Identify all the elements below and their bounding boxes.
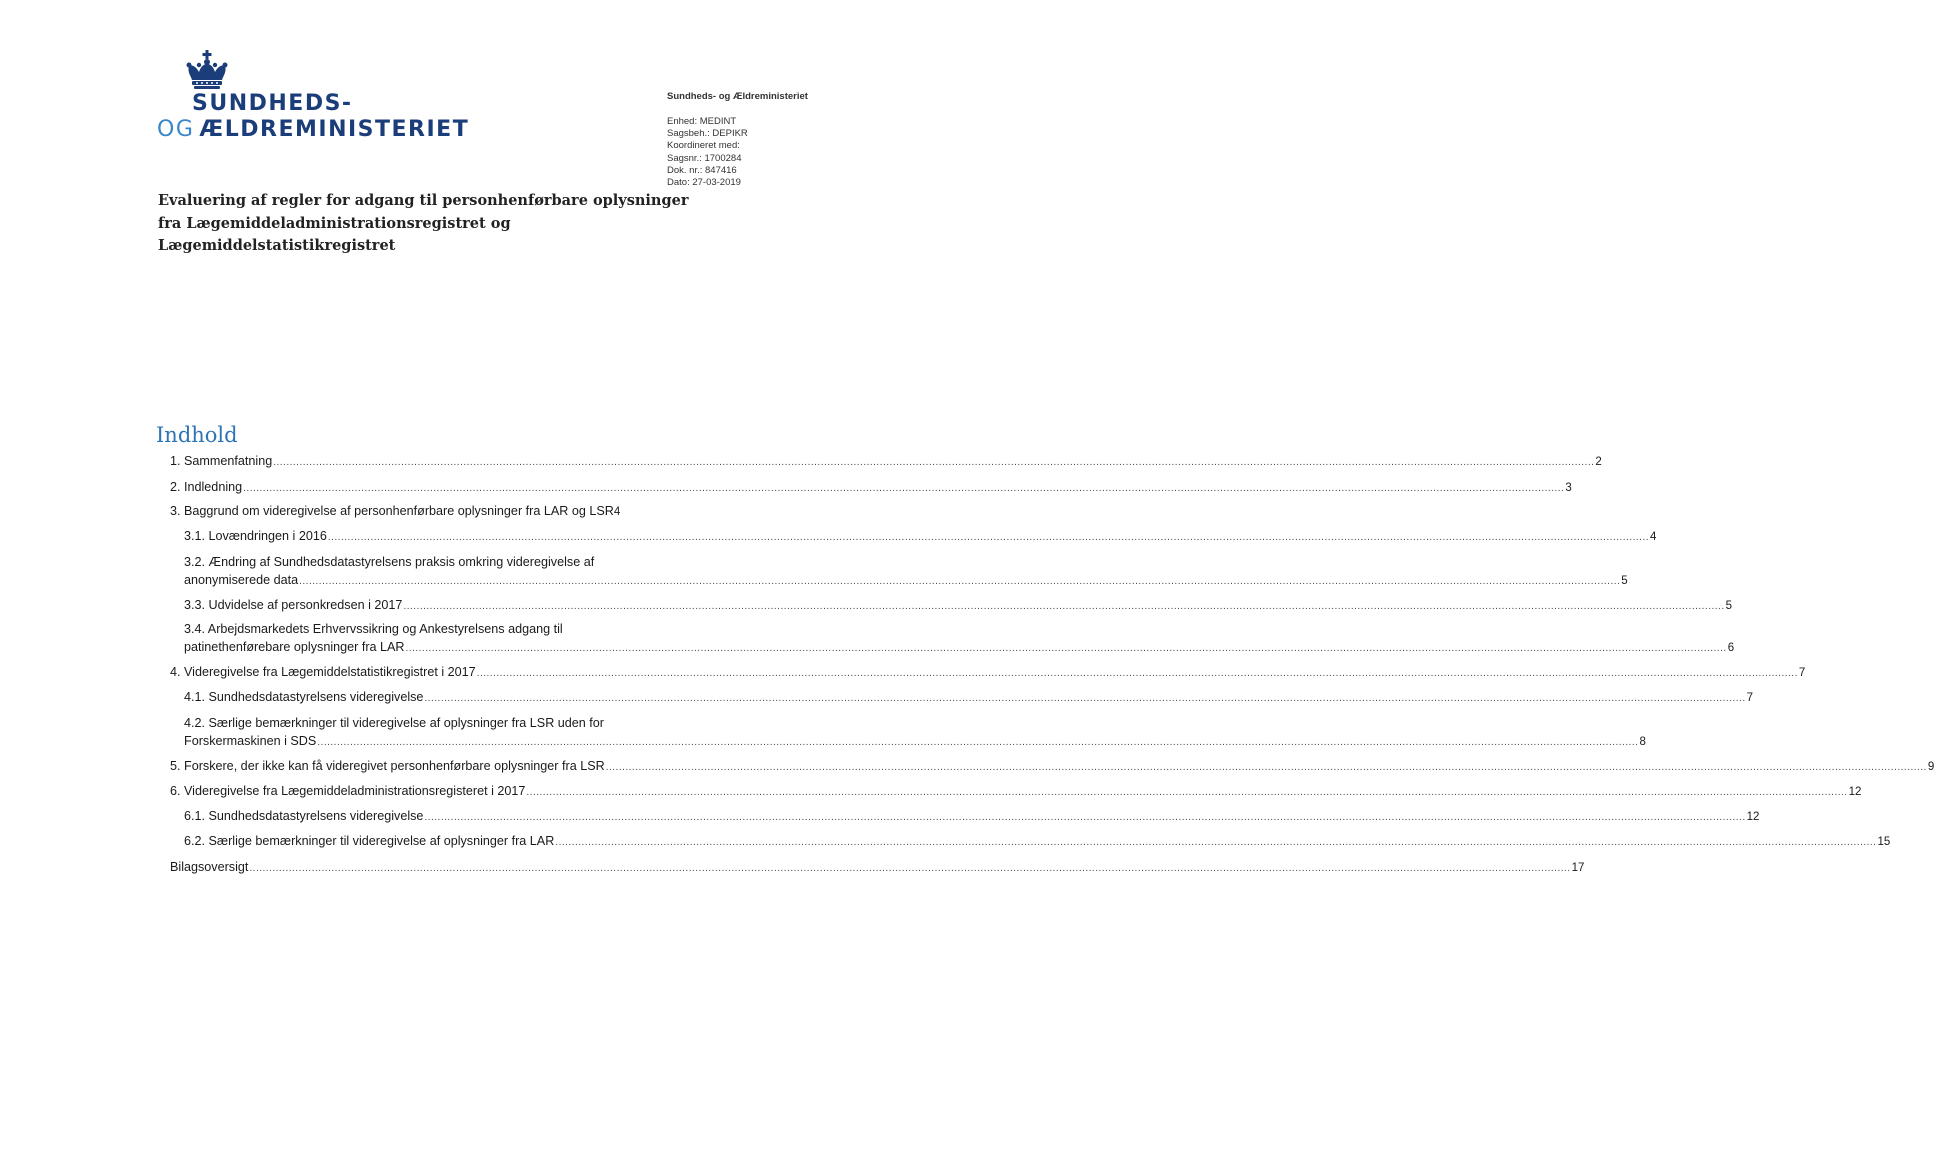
toc-page-number: 9 [1927, 761, 1934, 773]
title-line-3: Lægemiddelstatistikregistret [158, 237, 396, 254]
toc-entry-text: 5. Forskere, der ikke kan få videregivet personhenførbare oplysninger fra LSR [170, 759, 605, 773]
toc-entry[interactable] [184, 553, 1628, 591]
toc-leader-dots [243, 480, 1564, 498]
toc-page-number: 3 [1565, 482, 1572, 494]
meta-case-number: Sagsnr.: 1700284 [667, 152, 742, 164]
toc-entry[interactable] [184, 714, 1646, 752]
ministry-name: Sundheds- og Ældreministeriet [667, 91, 808, 102]
toc-entry-text: Forskermaskinen i SDS [184, 734, 317, 748]
toc-entry[interactable] [170, 663, 1806, 683]
toc-leader-dots [317, 734, 1638, 752]
toc-page-number: 2 [1595, 456, 1602, 468]
toc-entry-text: 3.1. Lovændringen i 2016 [184, 529, 327, 543]
toc-leader-dots [273, 454, 1594, 472]
toc-page-number: 4 [1650, 531, 1657, 543]
toc-page-number: 12 [1848, 786, 1862, 798]
toc-entry[interactable] [170, 478, 1572, 498]
logo-main-text: ÆLDREMINISTERIET [199, 117, 470, 142]
toc-entry[interactable] [170, 858, 1585, 878]
toc-entry[interactable] [184, 832, 1891, 852]
toc-page-number: 8 [1639, 736, 1646, 748]
toc-entry-text: 4. Videregivelse fra Lægemiddelstatistikregistret i 2017 [170, 665, 476, 679]
toc-heading: Indhold [156, 423, 238, 447]
toc-page-number: 5 [1725, 600, 1733, 612]
toc-page-number: 7 [1798, 667, 1806, 679]
meta-coordinated: Koordineret med: [667, 140, 740, 152]
toc-leader-dots [606, 759, 1927, 777]
toc-page-number: 7 [1746, 692, 1754, 704]
title-line-1: Evaluering af regler for adgang til personhenførbare oplysninger [158, 192, 689, 209]
toc-entry-text: Bilagsoversigt [170, 860, 249, 874]
title-line-2: fra Lægemiddeladministrationsregistret og [158, 214, 511, 232]
toc-page-number: 5 [1621, 575, 1628, 587]
toc-entry[interactable] [170, 782, 1862, 802]
toc-page-number: 6 [1727, 642, 1735, 654]
toc-entry-text: patinethenførebare oplysninger fra LAR [184, 640, 405, 654]
toc-page-number: 12 [1746, 811, 1760, 823]
toc-leader-dots [403, 598, 1724, 616]
toc-leader-dots [299, 573, 1620, 591]
toc-entry[interactable] [184, 620, 1735, 658]
toc-leader-dots [406, 640, 1727, 658]
toc-leader-dots [526, 784, 1847, 802]
toc-entry-text: 6. Videregivelse fra Lægemiddeladministrationsregisteret i 2017 [170, 784, 526, 798]
toc-leader-dots [477, 665, 1798, 683]
toc-entry-text-line1: 3.4. Arbejdsmarkedets Erhvervssikring og Ankestyrelsens adgang til [184, 622, 563, 636]
toc-entry-text: 2. Indledning [170, 480, 243, 494]
toc-entry-text: 3.3. Udvidelse af personkredsen i 2017 [184, 598, 403, 612]
toc-entry[interactable] [170, 757, 1934, 777]
toc-leader-dots [328, 529, 1649, 547]
logo-text-line1: SUNDHEDS- [192, 91, 353, 116]
toc-entry[interactable] [184, 527, 1657, 547]
toc-entry[interactable] [184, 807, 1760, 827]
toc-leader-dots [424, 690, 1745, 708]
toc-entry[interactable] [184, 688, 1754, 708]
toc-leader-dots [555, 834, 1876, 852]
toc-entry[interactable] [170, 452, 1602, 472]
toc-entry-text: 6.2. Særlige bemærkninger til videregivelse af oplysninger fra LAR [184, 834, 555, 848]
toc-entry[interactable] [170, 502, 666, 521]
meta-unit: Enhed: MEDINT [667, 116, 737, 127]
toc-entry[interactable] [184, 596, 1733, 616]
toc-leader-dots [249, 860, 1570, 878]
meta-date: Dato: 27-03-2019 [667, 177, 741, 189]
toc-page-number: 15 [1877, 836, 1891, 848]
toc-entry-text: 1. Sammenfatning [170, 454, 273, 468]
toc-entry-text: anonymiserede data [184, 573, 299, 587]
meta-case-handler: Sagsbeh.: DEPIKR [667, 128, 748, 140]
toc-entry-text: 3. Baggrund om videregivelse af personhenførbare oplysninger fra LAR og LSR [170, 504, 614, 518]
toc-page-number: 4 [613, 506, 621, 518]
toc-leader-dots [424, 809, 1745, 827]
toc-page-number: 17 [1571, 862, 1585, 874]
meta-document-number: Dok. nr.: 847416 [667, 164, 737, 176]
toc-entry-text: 4.1. Sundhedsdatastyrelsens videregivelse [184, 690, 424, 704]
logo-og-text: OG [157, 117, 195, 142]
toc-entry-text-line1: 4.2. Særlige bemærkninger til videregivelse af oplysninger fra LSR uden for [184, 716, 605, 730]
toc-entry-text-line1: 3.2. Ændring af Sundhedsdatastyrelsens praksis omkring videregivelse af [184, 555, 595, 569]
toc-entry-text: 6.1. Sundhedsdatastyrelsens videregivelse [184, 809, 424, 823]
